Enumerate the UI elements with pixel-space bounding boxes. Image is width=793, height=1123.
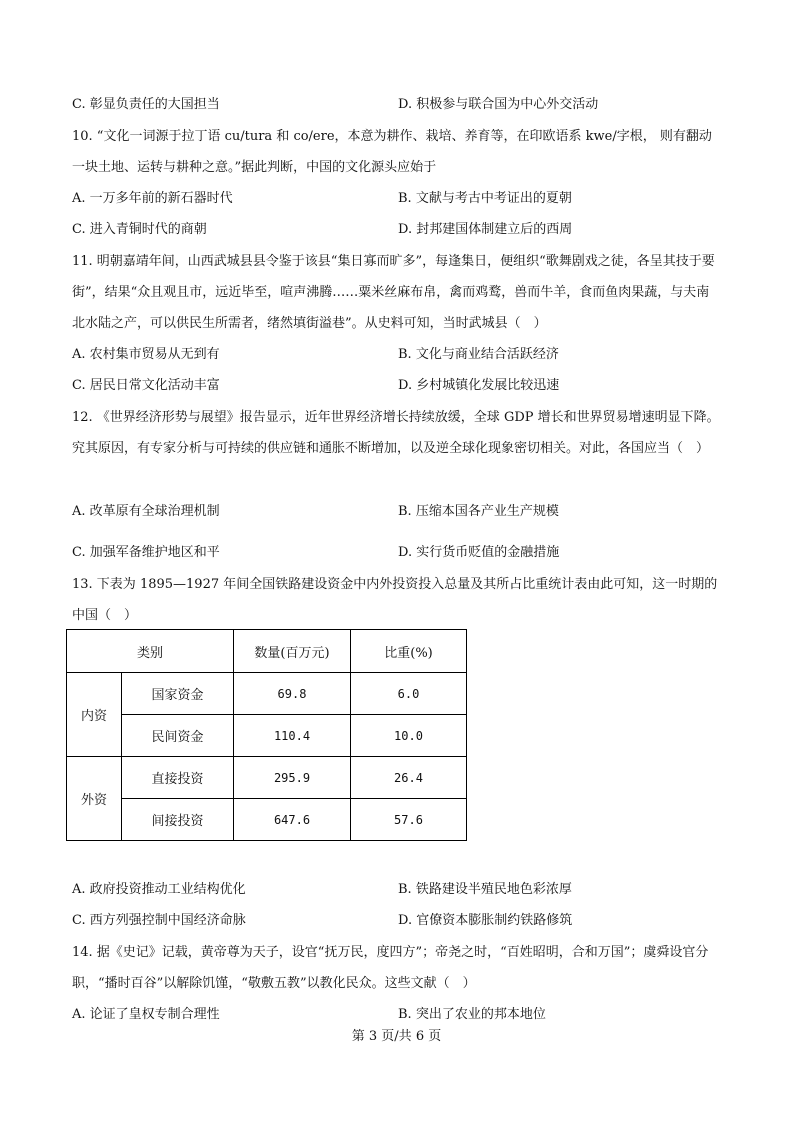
group-label: 内资 <box>67 673 122 757</box>
option-c: C. 加强军备维护地区和平 <box>72 545 220 560</box>
question-13-stem: 13. 下表为 1895—1927 年间全国铁路建设资金中内外投资投入总量及其所占比重统计表由此可知，这一时期的中国（ ） <box>72 577 718 623</box>
option-c: C. 西方列强控制中国经济命脉 <box>72 913 246 928</box>
row-label: 民间资金 <box>122 715 234 757</box>
share-cell: 57.6 <box>351 799 467 841</box>
row-label: 国家资金 <box>122 673 234 715</box>
amount-cell: 110.4 <box>234 715 351 757</box>
option-b: B. 文献与考古中考证出的夏朝 <box>398 191 572 206</box>
share-cell: 6.0 <box>351 673 467 715</box>
option-d: D. 实行货币贬值的金融措施 <box>398 545 560 560</box>
option-b: B. 压缩本国各产业生产规模 <box>398 504 559 519</box>
question-10-stem: 10. “文化一词源于拉丁语 cu/tura 和 co/ere，本意为耕作、栽培、养育等，在印欧语系 kwe/字根， 则有翻动一块土地、运转与耕种之意。”据此判断，中国的文化源头应始于 <box>72 129 712 175</box>
table-header-category: 类别 <box>67 630 234 673</box>
amount-cell: 69.8 <box>234 673 351 715</box>
option-b: B. 突出了农业的邦本地位 <box>398 1007 546 1022</box>
option-a: A. 改革原有全球治理机制 <box>72 504 220 519</box>
option-d: D. 官僚资本膨胀制约铁路修筑 <box>398 913 573 928</box>
group-label: 外资 <box>67 757 122 841</box>
option-b: B. 铁路建设半殖民地色彩浓厚 <box>398 882 572 897</box>
option-d: D. 积极参与联合国为中心外交活动 <box>398 97 599 112</box>
option-c: C. 彰显负责任的大国担当 <box>72 97 220 112</box>
option-a: A. 一万多年前的新石器时代 <box>72 191 233 206</box>
option-c: C. 进入青铜时代的商朝 <box>72 222 207 237</box>
row-label: 直接投资 <box>122 757 234 799</box>
option-b: B. 文化与商业结合活跃经济 <box>398 347 559 362</box>
question-11-stem: 11. 明朝嘉靖年间，山西武城县县令鉴于该县“集日寡而旷多”，每逢集日，便组织“歌舞剧戏之徒，各呈其技于要街”，结果“众且观且市，远近毕至，喧声沸腾……粟米丝麻布帛，禽而鸡鹜，兽而牛羊，食而鱼肉果蔬，与夫南北水陆之产，可以供民生所需者，绪然填街溢巷”。从史料可知，当时武城县（ ） <box>72 254 715 331</box>
option-c: C. 居民日常文化活动丰富 <box>72 378 220 393</box>
option-d: D. 乡村城镇化发展比较迅速 <box>398 378 560 393</box>
question-14-stem: 14. 据《史记》记载，黄帝尊为天子，设官“抚万民，度四方”；帝尧之时，“百姓昭明，合和万国”；虞舜设官分职，“播时百谷”以解除饥馑，“敬敷五教”以教化民众。这些文献（ ） <box>72 945 709 991</box>
share-cell: 26.4 <box>351 757 467 799</box>
page-number: 第 3 页/共 6 页 <box>351 1029 442 1044</box>
investment-table <box>66 629 467 841</box>
amount-cell: 647.6 <box>234 799 351 841</box>
share-cell: 10.0 <box>351 715 467 757</box>
option-a: A. 论证了皇权专制合理性 <box>72 1007 220 1022</box>
amount-cell: 295.9 <box>234 757 351 799</box>
table-header-amount: 数量(百万元) <box>234 630 351 673</box>
option-a: A. 政府投资推动工业结构优化 <box>72 882 246 897</box>
row-label: 间接投资 <box>122 799 234 841</box>
question-12-stem: 12. 《世界经济形势与展望》报告显示，近年世界经济增长持续放缓，全球 GDP 增长和世界贸易增速明显下降。究其原因，有专家分析与可持续的供应链和通胀不断增加，以及逆全球化现象密切相关。对此，各国应当（ ） <box>72 410 720 456</box>
option-d: D. 封邦建国体制建立后的西周 <box>398 222 573 237</box>
option-a: A. 农村集市贸易从无到有 <box>72 347 220 362</box>
table-header-share: 比重(%) <box>351 630 467 673</box>
